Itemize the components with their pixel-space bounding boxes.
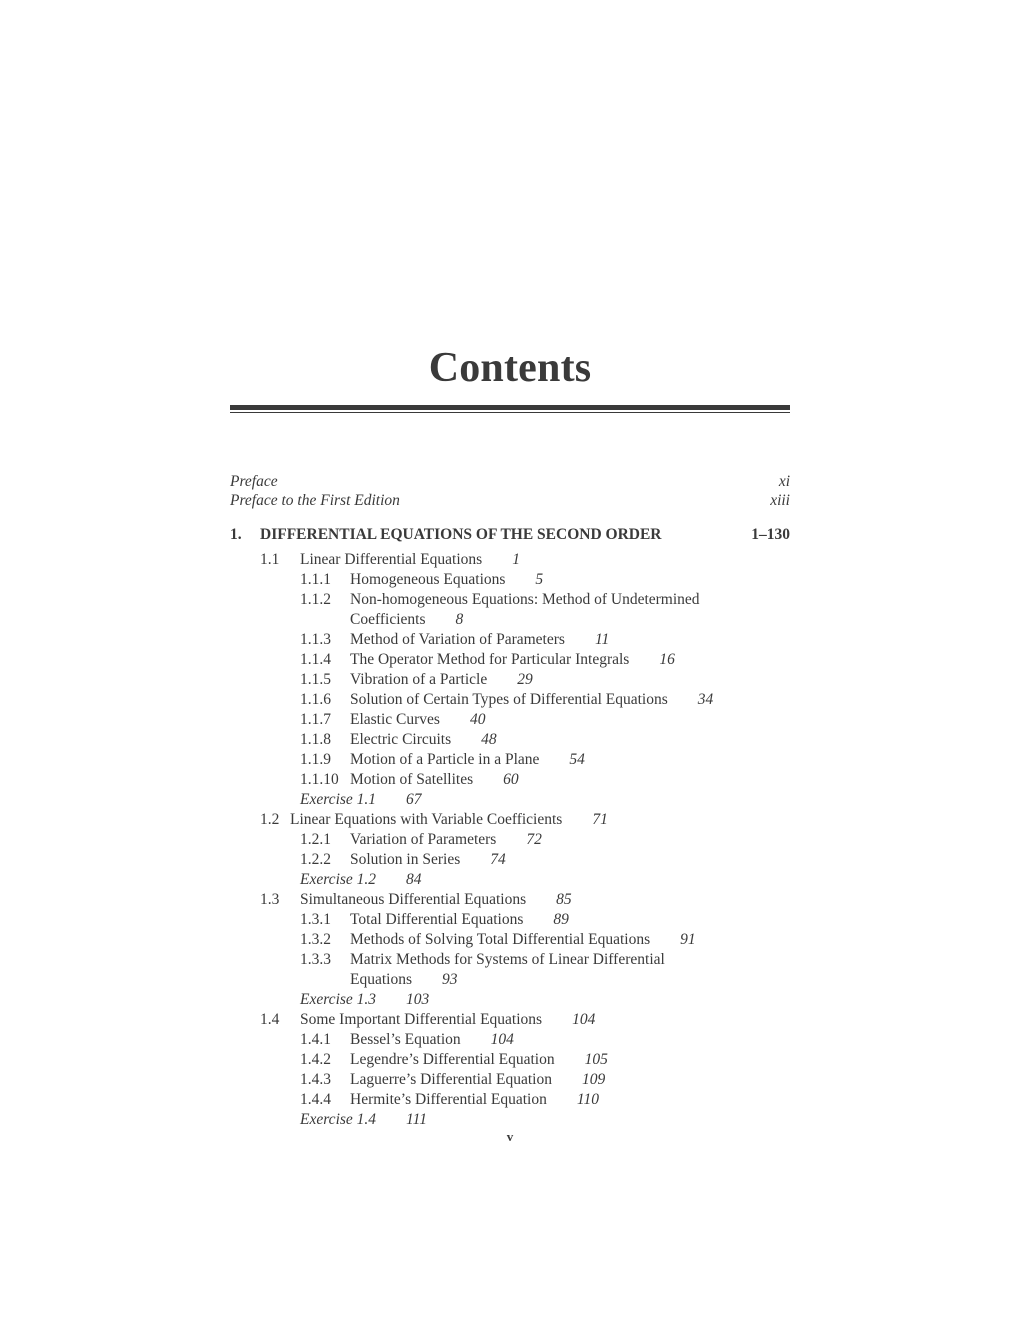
entry-page: 103 — [406, 991, 430, 1008]
entry-page: 67 — [406, 791, 422, 808]
section-number: 1.3 — [260, 891, 280, 908]
chapter-title[interactable]: DIFFERENTIAL EQUATIONS OF THE SECOND ORDER — [260, 526, 662, 543]
toc-preface-page: xi — [778, 473, 790, 490]
entry-page: 11 — [594, 631, 610, 648]
entry-title: Some Important Differential Equations — [300, 1011, 543, 1028]
exercise-label: Exercise 1.3 — [300, 991, 377, 1008]
section-number: 1.1.4 — [300, 651, 331, 668]
toc-entry-1-2-1[interactable] — [350, 830, 542, 850]
entry-title: Non-homogeneous Equations: Method of Undetermined — [350, 591, 700, 608]
entry-title: Vibration of a Particle — [350, 671, 488, 688]
entry-page: 74 — [490, 851, 506, 868]
entry-title: Linear Equations with Variable Coefficients — [290, 811, 563, 828]
section-number: 1.1.10 — [300, 771, 339, 788]
section-number: 1.4.1 — [300, 1031, 331, 1048]
section-number: 1.2.2 — [300, 851, 331, 868]
section-number: 1.1 — [260, 551, 280, 568]
toc-entry-1-1-8[interactable] — [350, 730, 497, 750]
entry-title: Total Differential Equations — [350, 911, 524, 928]
page-title: Contents — [428, 345, 592, 391]
entry-title: Variation of Parameters — [350, 831, 497, 848]
entry-title: Motion of Satellites — [350, 771, 474, 788]
toc-entry-1-1-5[interactable] — [350, 670, 533, 690]
section-number: 1.1.3 — [300, 631, 331, 648]
toc-entry-1-3-3-cont[interactable] — [350, 970, 458, 990]
toc-entry-1-1-2-cont[interactable] — [350, 610, 463, 630]
page-folio: v — [506, 1129, 514, 1144]
entry-page: 89 — [553, 911, 569, 928]
entry-title: Electric Circuits — [350, 731, 452, 748]
section-number: 1.1.7 — [300, 711, 331, 728]
toc-entry-1-2[interactable] — [290, 810, 608, 830]
entry-title: Solution in Series — [350, 851, 461, 868]
toc-entry-1-1-9[interactable] — [350, 750, 585, 770]
toc-entry-1-1-3[interactable] — [350, 630, 609, 650]
entry-page: 104 — [572, 1011, 596, 1028]
entry-page: 71 — [592, 811, 608, 828]
section-number: 1.4 — [260, 1011, 280, 1028]
exercise-label: Exercise 1.1 — [300, 791, 377, 808]
entry-page: 84 — [406, 871, 422, 888]
title-rule-thin — [230, 412, 790, 413]
toc-entry-1-1[interactable] — [300, 550, 520, 570]
toc-exercise-1-2[interactable] — [300, 870, 422, 890]
section-number: 1.3.2 — [300, 931, 331, 948]
toc-preface-first-edition[interactable]: Preface to the First Edition — [230, 492, 400, 509]
entry-page: 16 — [659, 651, 675, 668]
section-number: 1.2 — [260, 811, 280, 828]
entry-title: Matrix Methods for Systems of Linear Differential — [350, 951, 665, 968]
entry-title: The Operator Method for Particular Integrals — [350, 651, 630, 668]
section-number: 1.1.6 — [300, 691, 331, 708]
entry-title: Simultaneous Differential Equations — [300, 891, 527, 908]
entry-title: Hermite’s Differential Equation — [350, 1091, 547, 1108]
toc-entry-1-3-2[interactable] — [350, 930, 696, 950]
exercise-label: Exercise 1.2 — [300, 871, 377, 888]
entry-title: Linear Differential Equations — [300, 551, 483, 568]
toc-entry-1-1-6[interactable] — [350, 690, 713, 710]
section-number: 1.1.2 — [300, 591, 331, 608]
entry-title: Laguerre’s Differential Equation — [350, 1071, 552, 1088]
toc-entry-1-1-2[interactable] — [350, 590, 700, 610]
entry-title: Methods of Solving Total Differential Equations — [350, 931, 651, 948]
entry-page: 29 — [517, 671, 533, 688]
toc-exercise-1-1[interactable] — [300, 790, 422, 810]
toc-preface-first-edition-page: xiii — [770, 492, 790, 509]
toc-exercise-1-3[interactable] — [300, 990, 429, 1010]
entry-page: 93 — [442, 971, 458, 988]
chapter-number: 1. — [230, 526, 242, 543]
toc-entry-1-1-4[interactable] — [350, 650, 675, 670]
entry-page: 85 — [556, 891, 572, 908]
entry-title: Coefficients — [350, 611, 426, 628]
entry-title: Equations — [350, 971, 412, 988]
toc-entry-1-2-2[interactable] — [350, 850, 506, 870]
toc-entry-1-4-1[interactable] — [350, 1030, 514, 1050]
toc-entry-1-4-4[interactable] — [350, 1090, 599, 1110]
toc-preface[interactable]: Preface — [230, 473, 278, 490]
entry-page: 5 — [535, 571, 544, 588]
entry-page: 105 — [584, 1051, 608, 1068]
entry-title: Method of Variation of Parameters — [350, 631, 565, 648]
entry-page: 60 — [503, 771, 519, 788]
section-number: 1.1.9 — [300, 751, 331, 768]
entry-page: 111 — [406, 1111, 427, 1128]
toc-entry-1-3-1[interactable] — [350, 910, 569, 930]
section-number: 1.4.3 — [300, 1071, 331, 1088]
section-number: 1.1.8 — [300, 731, 331, 748]
title-rule-thick — [230, 405, 790, 410]
entry-page: 54 — [569, 751, 585, 768]
toc-exercise-1-4[interactable] — [300, 1110, 427, 1130]
chapter-pages: 1–130 — [751, 526, 790, 543]
entry-page: 104 — [490, 1031, 514, 1048]
toc-entry-1-1-10[interactable] — [350, 770, 519, 790]
entry-page: 1 — [512, 551, 520, 568]
exercise-label: Exercise 1.4 — [300, 1111, 377, 1128]
toc-entry-1-4-3[interactable] — [350, 1070, 605, 1090]
entry-title: Elastic Curves — [350, 711, 440, 728]
toc-entry-1-3-3[interactable] — [350, 950, 665, 970]
section-number: 1.1.5 — [300, 671, 331, 688]
toc-entry-1-1-7[interactable] — [350, 710, 485, 730]
section-number: 1.1.1 — [300, 571, 331, 588]
section-number: 1.4.2 — [300, 1051, 331, 1068]
entry-title: Homogeneous Equations — [350, 571, 506, 588]
entry-page: 48 — [481, 731, 497, 748]
entry-title: Legendre’s Differential Equation — [350, 1051, 555, 1068]
entry-page: 40 — [469, 711, 486, 728]
section-number: 1.3.3 — [300, 951, 331, 968]
section-number: 1.2.1 — [300, 831, 331, 848]
section-number: 1.3.1 — [300, 911, 331, 928]
entry-title: Solution of Certain Types of Differential Equations — [350, 691, 668, 708]
entry-page: 72 — [526, 831, 542, 848]
entry-page: 110 — [576, 1091, 599, 1108]
entry-title: Bessel’s Equation — [350, 1031, 461, 1048]
toc-entry-1-3[interactable] — [300, 890, 572, 910]
toc-entry-1-1-1[interactable] — [350, 570, 543, 590]
entry-page: 8 — [455, 611, 464, 628]
toc-entry-1-4-2[interactable] — [350, 1050, 608, 1070]
entry-page: 91 — [680, 931, 696, 948]
toc-entry-1-4[interactable] — [300, 1010, 595, 1030]
section-number: 1.4.4 — [300, 1091, 331, 1108]
entry-page: 34 — [697, 691, 714, 708]
entry-title: Motion of a Particle in a Plane — [350, 751, 540, 768]
entry-page: 109 — [582, 1071, 606, 1088]
